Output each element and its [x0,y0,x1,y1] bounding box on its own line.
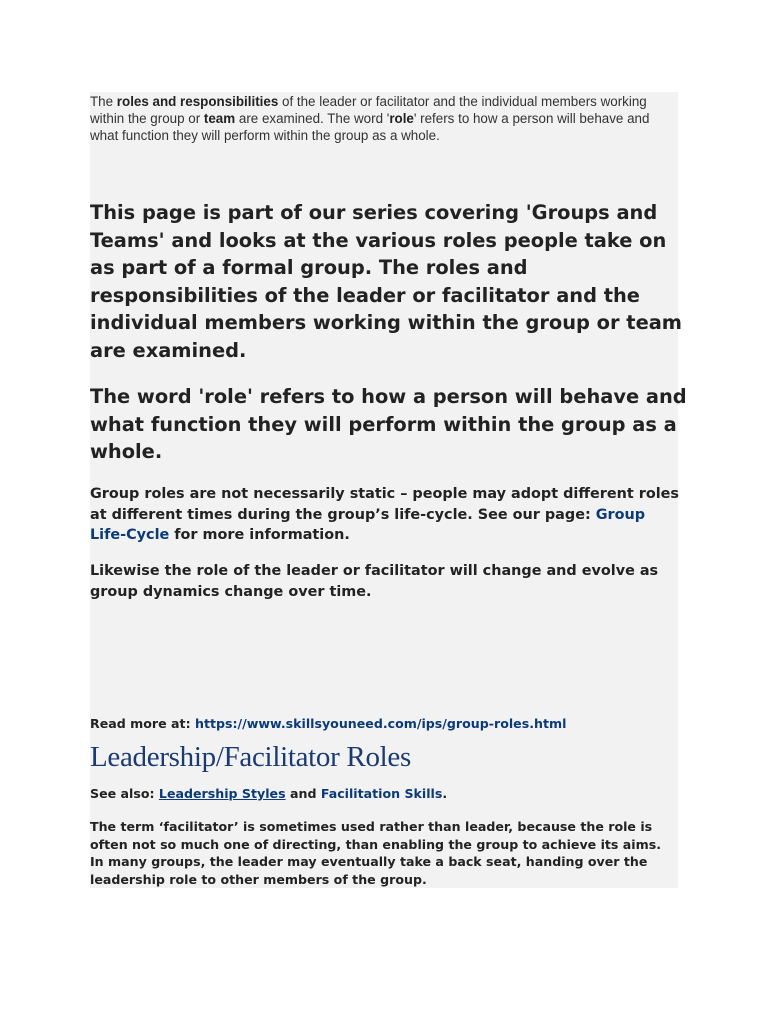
intro-text-1: The [90,94,117,109]
leadership-styles-link[interactable]: Leadership Styles [158,786,286,801]
group-life-cycle-link[interactable]: Group Life-Cycle [90,506,646,544]
intro-text-4: ' refers to how a person will behave and what function they will perform within the group as a whole. [90,111,650,143]
see-also-end: . [442,786,448,801]
facilitator-term-paragraph: The term ‘facilitator’ is sometimes used rather than leader, because the role is often not so much one of directing, than enabling the group to achieve its aims. In many groups, the leader may eventually take a back seat, handing over the leadership role to other members of the group. [90,819,662,887]
intro-bold-roles: roles and responsibilities [116,94,279,109]
group-roles-paragraph [90,484,680,546]
see-also-and: and [285,786,321,801]
group-roles-after-text: for more information. [169,527,350,544]
headline-paragraph-1: This page is part of our series covering 'Groups and Teams' and looks at the various roles people take on as part of a formal group. The roles and responsibilities of the leader or facilitator and the individual members working within the group or team are examined. [90,201,683,362]
read-more-label: Read more at: [90,716,195,731]
facilitation-skills-link[interactable]: Facilitation Skills [320,786,443,801]
see-also-label: See also: [90,786,159,801]
see-also-line [90,785,680,802]
leader-role-paragraph: Likewise the role of the leader or facilitator will change and evolve as group dynamics change over time. [90,563,659,600]
intro-text-2: of the leader or facilitator and the individual members working within the group or [90,94,647,126]
group-roles-text: Group roles are not necessarily static – people may adopt different roles at different times during the group’s life-cycle. See our page: [90,486,679,523]
intro-text-3: are examined. The word ' [235,111,390,126]
intro-paragraph [90,93,678,144]
intro-bold-team: team [203,111,236,126]
read-more-url-link[interactable]: https://www.skillsyouneed.com/ips/group-roles.html [195,716,567,731]
intro-bold-role: role [389,111,414,126]
section-title: Leadership/Facilitator Roles [90,741,411,773]
read-more-line [90,716,680,732]
headline-paragraph-2: The word 'role' refers to how a person will behave and what function they will perform within the group as a whole. [90,385,687,464]
